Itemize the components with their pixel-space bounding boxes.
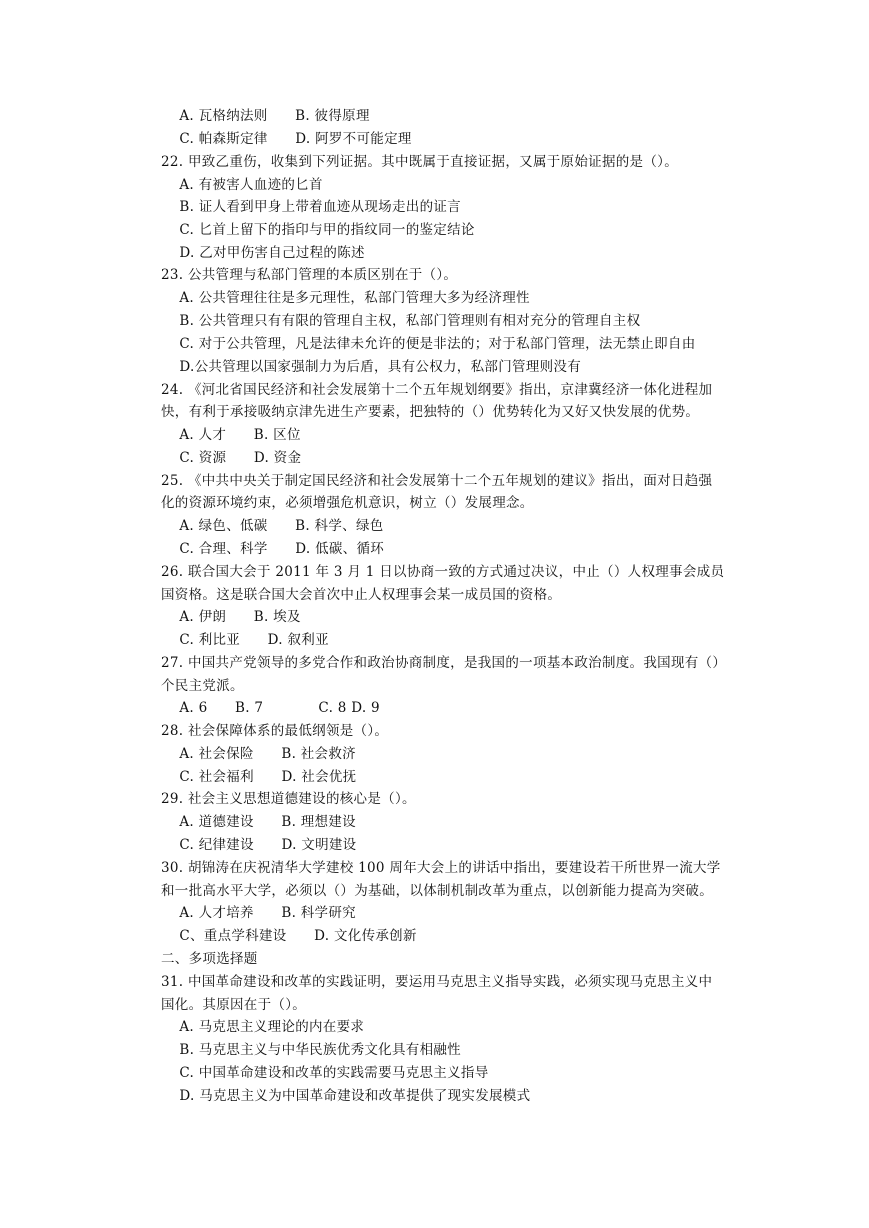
text-line: 24. 《河北省国民经济和社会发展第十二个五年规划纲要》指出，京津冀经济一体化进程加 [161, 382, 713, 398]
text-line: C. 利比亚 D. 叙利亚 [161, 632, 329, 648]
text-line: A. 6 B. 7 C. 8 D. 9 [161, 700, 380, 716]
text-line: C、重点学科建设 D. 文化传承创新 [161, 928, 417, 944]
text-line: 31. 中国革命建设和改革的实践证明，要运用马克思主义指导实践，必须实现马克思主义中 [161, 974, 713, 990]
text-line: A. 马克思主义理论的内在要求 [161, 1019, 365, 1035]
text-line: 30. 胡锦涛在庆祝清华大学建校 100 周年大会上的讲话中指出，要建设若干所世界一流大学 [161, 860, 721, 876]
text-line: D. 马克思主义为中国革命建设和改革提供了现实发展模式 [161, 1088, 531, 1104]
text-line: D. 乙对甲伤害自己过程的陈述 [161, 245, 365, 261]
text-line: 和一批高水平大学，必须以（）为基础，以体制机制改革为重点，以创新能力提高为突破。 [161, 883, 713, 899]
text-line: 26. 联合国大会于 2011 年 3 月 1 日以协商一致的方式通过决议，中止（）人权理事会成员 [161, 564, 725, 580]
text-line: 25. 《中共中央关于制定国民经济和社会发展第十二个五年规划的建议》指出，面对日趋强 [161, 473, 713, 489]
text-line: C. 中国革命建设和改革的实践需要马克思主义指导 [161, 1065, 489, 1081]
text-line: C. 合理、科学 D. 低碳、循环 [161, 541, 385, 557]
text-line: B. 公共管理只有有限的管理自主权，私部门管理则有相对充分的管理自主权 [161, 313, 641, 329]
text-line: 个民主党派。 [161, 678, 244, 694]
text-line: 化的资源环境约束，必须增强危机意识，树立（）发展理念。 [161, 495, 534, 511]
text-line: A. 道德建设 B. 理想建设 [161, 814, 356, 830]
text-line: 27. 中国共产党领导的多党合作和政治协商制度，是我国的一项基本政治制度。我国现有（） [161, 655, 727, 671]
text-line: C. 纪律建设 D. 文明建设 [161, 837, 357, 853]
text-line: 快，有利于承接吸纳京津先进生产要素，把独特的（）优势转化为又好又快发展的优势。 [161, 404, 700, 420]
text-line: A. 有被害人血迹的匕首 [161, 177, 323, 193]
text-line: C. 社会福利 D. 社会优抚 [161, 769, 357, 785]
text-line: A. 绿色、低碳 B. 科学、绿色 [161, 518, 384, 534]
text-line: A. 人才 B. 区位 [161, 427, 301, 443]
text-line: A. 人才培养 B. 科学研究 [161, 905, 356, 921]
text-line: 22. 甲致乙重伤，收集到下列证据。其中既属于直接证据，又属于原始证据的是（）。 [161, 154, 679, 170]
text-line: 28. 社会保障体系的最低纲领是（）。 [161, 723, 389, 739]
text-line: 29. 社会主义思想道德建设的核心是（）。 [161, 791, 416, 807]
text-line: C. 匕首上留下的指印与甲的指纹同一的鉴定结论 [161, 222, 475, 238]
text-line: C. 对于公共管理，凡是法律未允许的便是非法的；对于私部门管理，法无禁止即自由 [161, 336, 696, 352]
text-line: 二、多项选择题 [161, 951, 258, 967]
text-line: A. 社会保险 B. 社会救济 [161, 746, 356, 762]
text-line: A. 伊朗 B. 埃及 [161, 609, 301, 625]
text-line: B. 证人看到甲身上带着血迹从现场走出的证言 [161, 199, 461, 215]
text-line: B. 马克思主义与中华民族优秀文化具有相融性 [161, 1042, 461, 1058]
text-line: A. 公共管理往往是多元理性，私部门管理大多为经济理性 [161, 290, 530, 306]
text-line: D.公共管理以国家强制力为后盾，具有公权力，私部门管理则没有 [161, 359, 581, 375]
text-line: A. 瓦格纳法则 B. 彼得原理 [161, 108, 370, 124]
text-line: 国化。其原因在于（）。 [161, 997, 307, 1013]
text-line: 国资格。这是联合国大会首次中止人权理事会某一成员国的资格。 [161, 587, 562, 603]
text-line: 23. 公共管理与私部门管理的本质区别在于（）。 [161, 267, 458, 283]
text-line: C. 帕森斯定律 D. 阿罗不可能定理 [161, 131, 412, 147]
text-line: C. 资源 D. 资金 [161, 450, 302, 466]
